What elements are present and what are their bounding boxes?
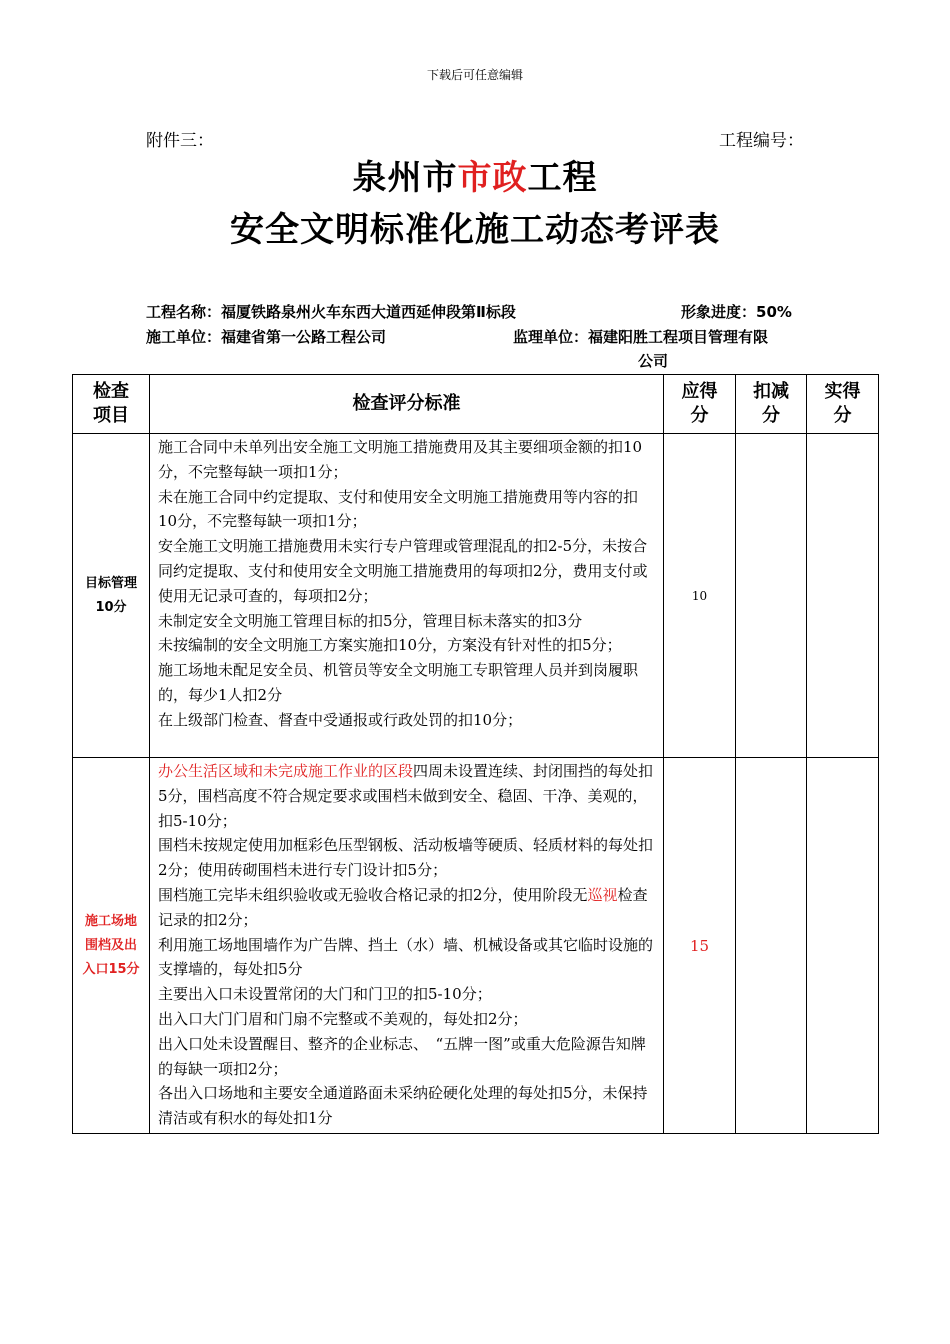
contractor: 施工单位：福建省第一公路工程公司 — [146, 328, 387, 346]
progress: 形象进度：50% — [681, 303, 792, 321]
criteria-line: 各出入口场地和主要安全通道路面未采纳砼硬化处理的每处扣5分，未保持清洁或有积水的每处扣1分 — [158, 1084, 648, 1128]
criteria-line: 在上级部门检查、督查中受通报或行政处罚的扣10分； — [158, 710, 523, 729]
header-actual: 实得分 — [807, 375, 879, 434]
criteria-line: 出入口处未设置醒目、整齐的企业标志、 “五牌一图”或重大危险源告知牌的每缺一项扣2分； — [158, 1034, 646, 1078]
title-line-2: 安全文明标准化施工动态考评表 — [230, 210, 720, 250]
title-line-1 — [0, 150, 950, 199]
row-item: 目标管理10分 — [73, 434, 150, 758]
project-name: 工程名称：福厦铁路泉州火车东西大道西延伸段第Ⅱ标段 — [146, 303, 516, 321]
project-number-label: 工程编号： — [719, 131, 804, 151]
criteria-text: 检查记录的扣2分； — [158, 885, 648, 929]
criteria-text: 围档施工完毕未组织验收或无验收合格记录的扣2分，使用阶段无 — [158, 885, 588, 904]
criteria-line: 主要出入口未设置常闭的大门和门卫的扣5-10分； — [158, 985, 492, 1004]
criteria-line: 未在施工合同中约定提取、支付和使用安全文明施工措施费用等内容的扣10分，不完整每缺一项扣1分； — [158, 487, 639, 531]
title-municipal: 市政 — [457, 158, 528, 198]
criteria-line: 围档未按规定使用加框彩色压型钢板、活动板墙等硬质、轻质材料的每处扣2分；使用砖砌围档未进行专门设计扣5分； — [158, 836, 654, 880]
table-row — [73, 758, 879, 1134]
criteria-line: 出入口大门门眉和门扇不完整或不美观的，每处扣2分； — [158, 1009, 528, 1028]
criteria-line — [158, 759, 655, 833]
criteria-line: 未按编制的安全文明施工方案实施扣10分，方案没有针对性的扣5分； — [158, 636, 622, 655]
attachment-label: 附件三： — [146, 131, 214, 151]
header-item: 检查项目 — [73, 375, 150, 434]
criteria-highlight: 巡视 — [587, 885, 618, 904]
table-row — [73, 434, 879, 758]
header-full-score: 应得分 — [664, 375, 736, 434]
row-full-score: 10 — [664, 434, 736, 758]
row-actual — [807, 758, 879, 1134]
row-actual — [807, 434, 879, 758]
row-deduction — [736, 758, 807, 1134]
header-criteria: 检查评分标准 — [150, 375, 664, 434]
header-note: 下载后可任意编辑 — [426, 68, 523, 82]
criteria-line: 未制定安全文明施工管理目标的扣5分，管理目标未落实的扣3分 — [158, 611, 583, 630]
row-deduction — [736, 434, 807, 758]
criteria-line — [158, 883, 655, 933]
row-criteria — [150, 434, 664, 758]
criteria-highlight: 办公生活区域和未完成施工作业的区段 — [158, 762, 414, 780]
criteria-line: 利用施工场地围墙作为广告牌、挡土（水）墙、机械设备或其它临时设施的支撑墙的，每处扣5分 — [158, 935, 654, 979]
title-city: 泉州市 — [352, 158, 458, 198]
table-header-row — [73, 375, 879, 434]
row-full-score: 15 — [664, 758, 736, 1134]
criteria-text: 四周未设置连续、封闭围挡的每处扣5分，围档高度不符合规定要求或围档未做到安全、稳固、干净、美观的，扣5-10分； — [158, 762, 654, 830]
row-criteria — [150, 758, 664, 1134]
header-deduction: 扣减分 — [736, 375, 807, 434]
criteria-line: 施工合同中未单列出安全施工文明施工措施费用及其主要细项金额的扣10分，不完整每缺一项扣1分； — [158, 438, 643, 481]
criteria-line: 施工场地未配足安全员、机管员等安全文明施工专职管理人员并到岗履职的，每少1人扣2分 — [158, 661, 639, 704]
criteria-line: 安全施工文明施工措施费用未实行专户管理或管理混乱的扣2-5分，未按合同约定提取、支付和使用安全文明施工措施费用的每项扣2分，费用支付或使用无记录可查的，每项扣2分； — [158, 537, 648, 605]
evaluation-table — [72, 374, 879, 1134]
supervisor-line-2: 公司 — [638, 352, 669, 370]
supervisor-line-1: 监理单位：福建阳胜工程项目管理有限 — [513, 328, 769, 346]
title-engineering: 工程 — [527, 158, 598, 198]
row-item: 施工场地围档及出入口15分 — [73, 758, 150, 1134]
